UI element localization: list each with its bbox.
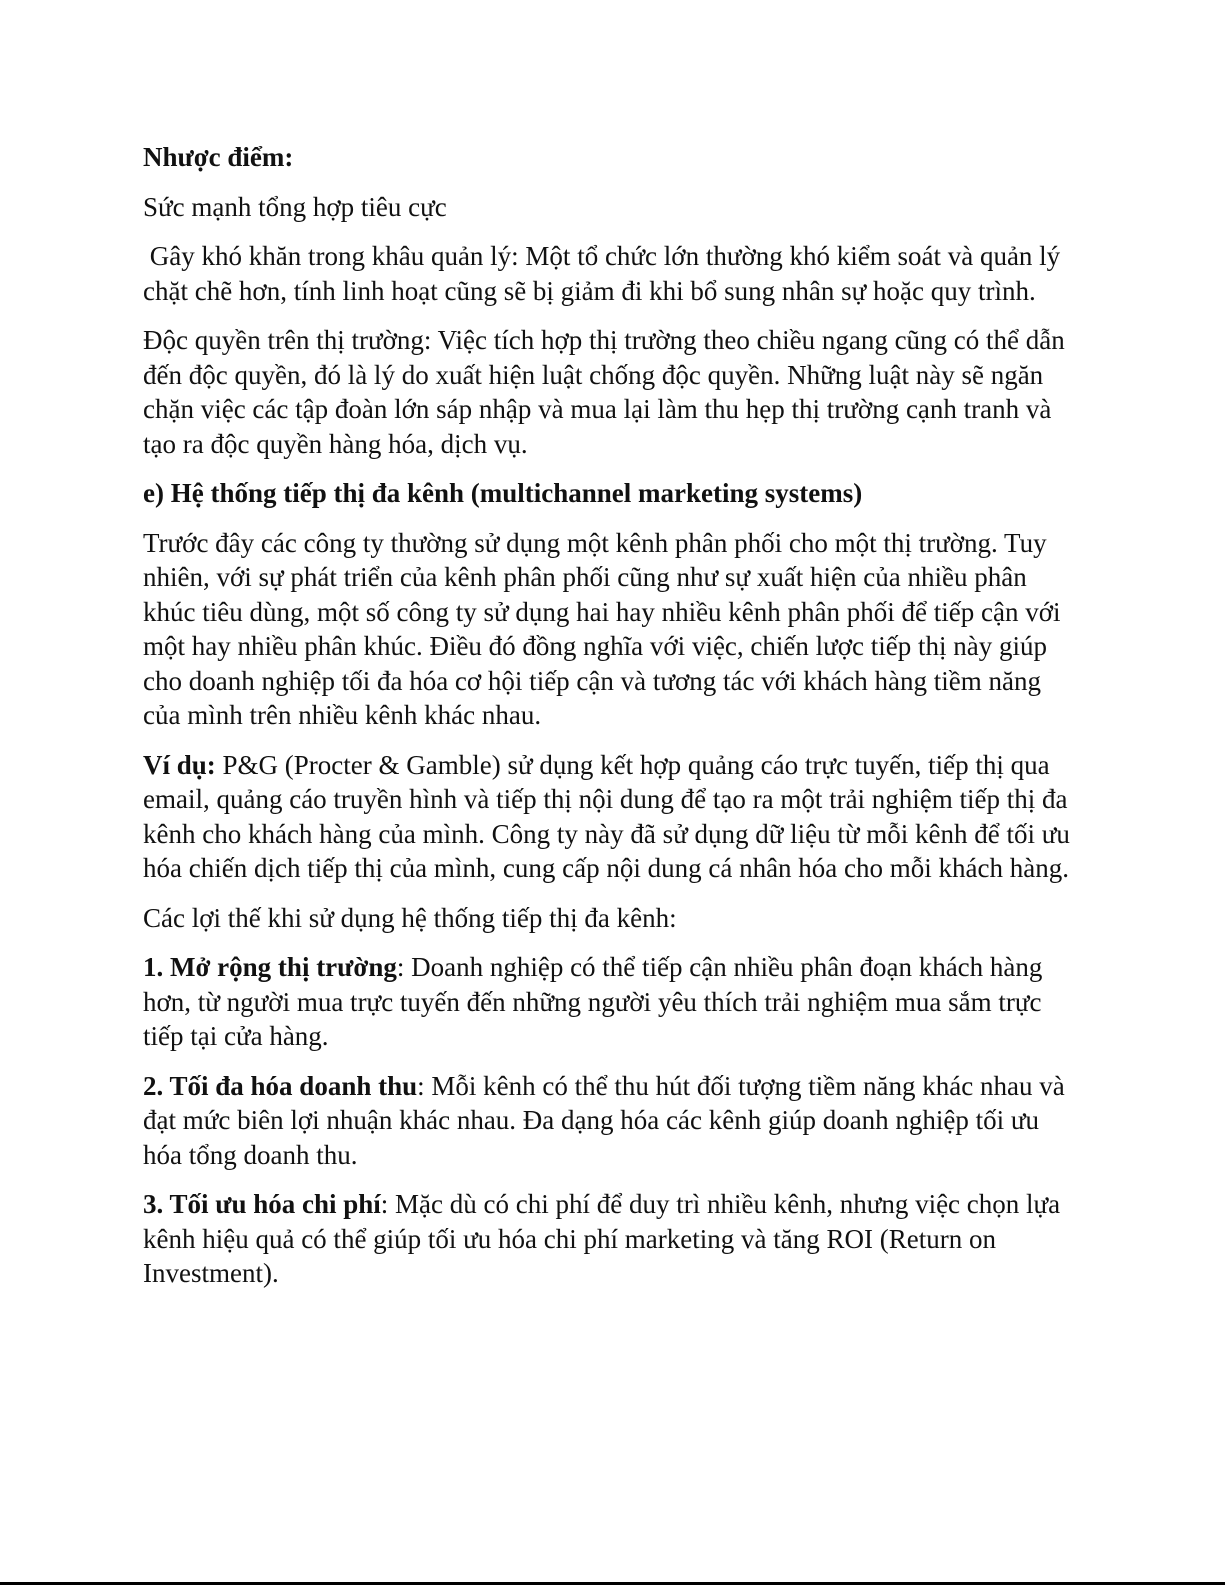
benefit-item bbox=[143, 1069, 1078, 1173]
paragraph-doc-quyen: Độc quyền trên thị trường: Việc tích hợp thị trường theo chiều ngang cũng có thể dẫn đến độc quyền, đó là lý do xuất hiện luật chống độc quyền. Những luật này sẽ ngăn chặn việc các tập đoàn lớn sáp nhập và mua lại làm thu hẹp thị trường cạnh tranh và tạo ra độc quyền hàng hóa, dịch vụ. bbox=[143, 325, 1065, 459]
paragraph-truoc-day: Trước đây các công ty thường sử dụng một kênh phân phối cho một thị trường. Tuy nhiên, với sự phát triển của kênh phân phối cũng như sự xuất hiện của nhiều phân khúc tiêu dùng, một số công ty sử dụng hai hay nhiều kênh phân phối để tiếp cận với một hay nhiều phân khúc. Điều đó đồng nghĩa với việc, chiến lược tiếp thị này giúp cho doanh nghiệp tối đa hóa cơ hội tiếp cận và tương tác với khách hàng tiềm năng của mình trên nhiều kênh khác nhau. bbox=[143, 527, 1061, 730]
example-text: P&G (Procter & Gamble) sử dụng kết hợp quảng cáo trực tuyến, tiếp thị qua email, quảng cáo truyền hình và tiếp thị nội dung để tạo ra một trải nghiệm tiếp thị đa kênh cho khách hàng của mình. Công ty này đã sử dụng dữ liệu từ mỗi kênh để tối ưu hóa chiến dịch tiếp thị của mình, cung cấp nội dung cá nhân hóa cho mỗi khách hàng. bbox=[143, 749, 1077, 883]
benefit-label: 1. Mở rộng thị trường bbox=[143, 952, 397, 982]
benefit-text: : Mỗi kênh có thể thu hút đối tượng tiềm năng khác nhau và đạt mức biên lợi nhuận khác nhau. Đa dạng hóa các kênh giúp doanh nghiệp tối ưu hóa tổng doanh thu. bbox=[143, 1070, 1065, 1170]
benefit-text: : Doanh nghiệp có thể tiếp cận nhiều phân đoạn khách hàng hơn, từ người mua trực tuyến đến những người yêu thích trải nghiệm mua sắm trực tiếp tại cửa hàng. bbox=[143, 952, 1043, 1051]
heading-nhuoc-diem: Nhược điểm: bbox=[143, 142, 294, 172]
paragraph-suc-manh: Sức mạnh tổng hợp tiêu cực bbox=[143, 191, 447, 222]
document-page bbox=[143, 140, 1078, 1306]
paragraph-cac-loi-the: Các lợi thế khi sử dụng hệ thống tiếp thị đa kênh: bbox=[143, 902, 677, 933]
benefit-label: 3. Tối ưu hóa chi phí bbox=[143, 1189, 381, 1219]
benefit-item bbox=[143, 950, 1078, 1054]
paragraph-gay-kho-khan: Gây khó khăn trong khâu quản lý: Một tổ chức lớn thường khó kiểm soát và quản lý chặt chẽ hơn, tính linh hoạt cũng sẽ bị giảm đi khi bổ sung nhân sự hoặc quy trình. bbox=[143, 241, 1067, 306]
paragraph-example bbox=[143, 748, 1078, 886]
benefit-label: 2. Tối đa hóa doanh thu bbox=[143, 1070, 418, 1101]
benefit-text: : Mặc dù có chi phí để duy trì nhiều kênh, nhưng việc chọn lựa kênh hiệu quả có thể giúp tối ưu hóa chi phí marketing và tăng ROI (Return on Investment). bbox=[143, 1189, 1061, 1288]
benefit-item bbox=[143, 1187, 1078, 1291]
heading-multichannel: e) Hệ thống tiếp thị đa kênh (multichannel marketing systems) bbox=[143, 478, 863, 508]
example-label: Ví dụ: bbox=[143, 749, 216, 780]
